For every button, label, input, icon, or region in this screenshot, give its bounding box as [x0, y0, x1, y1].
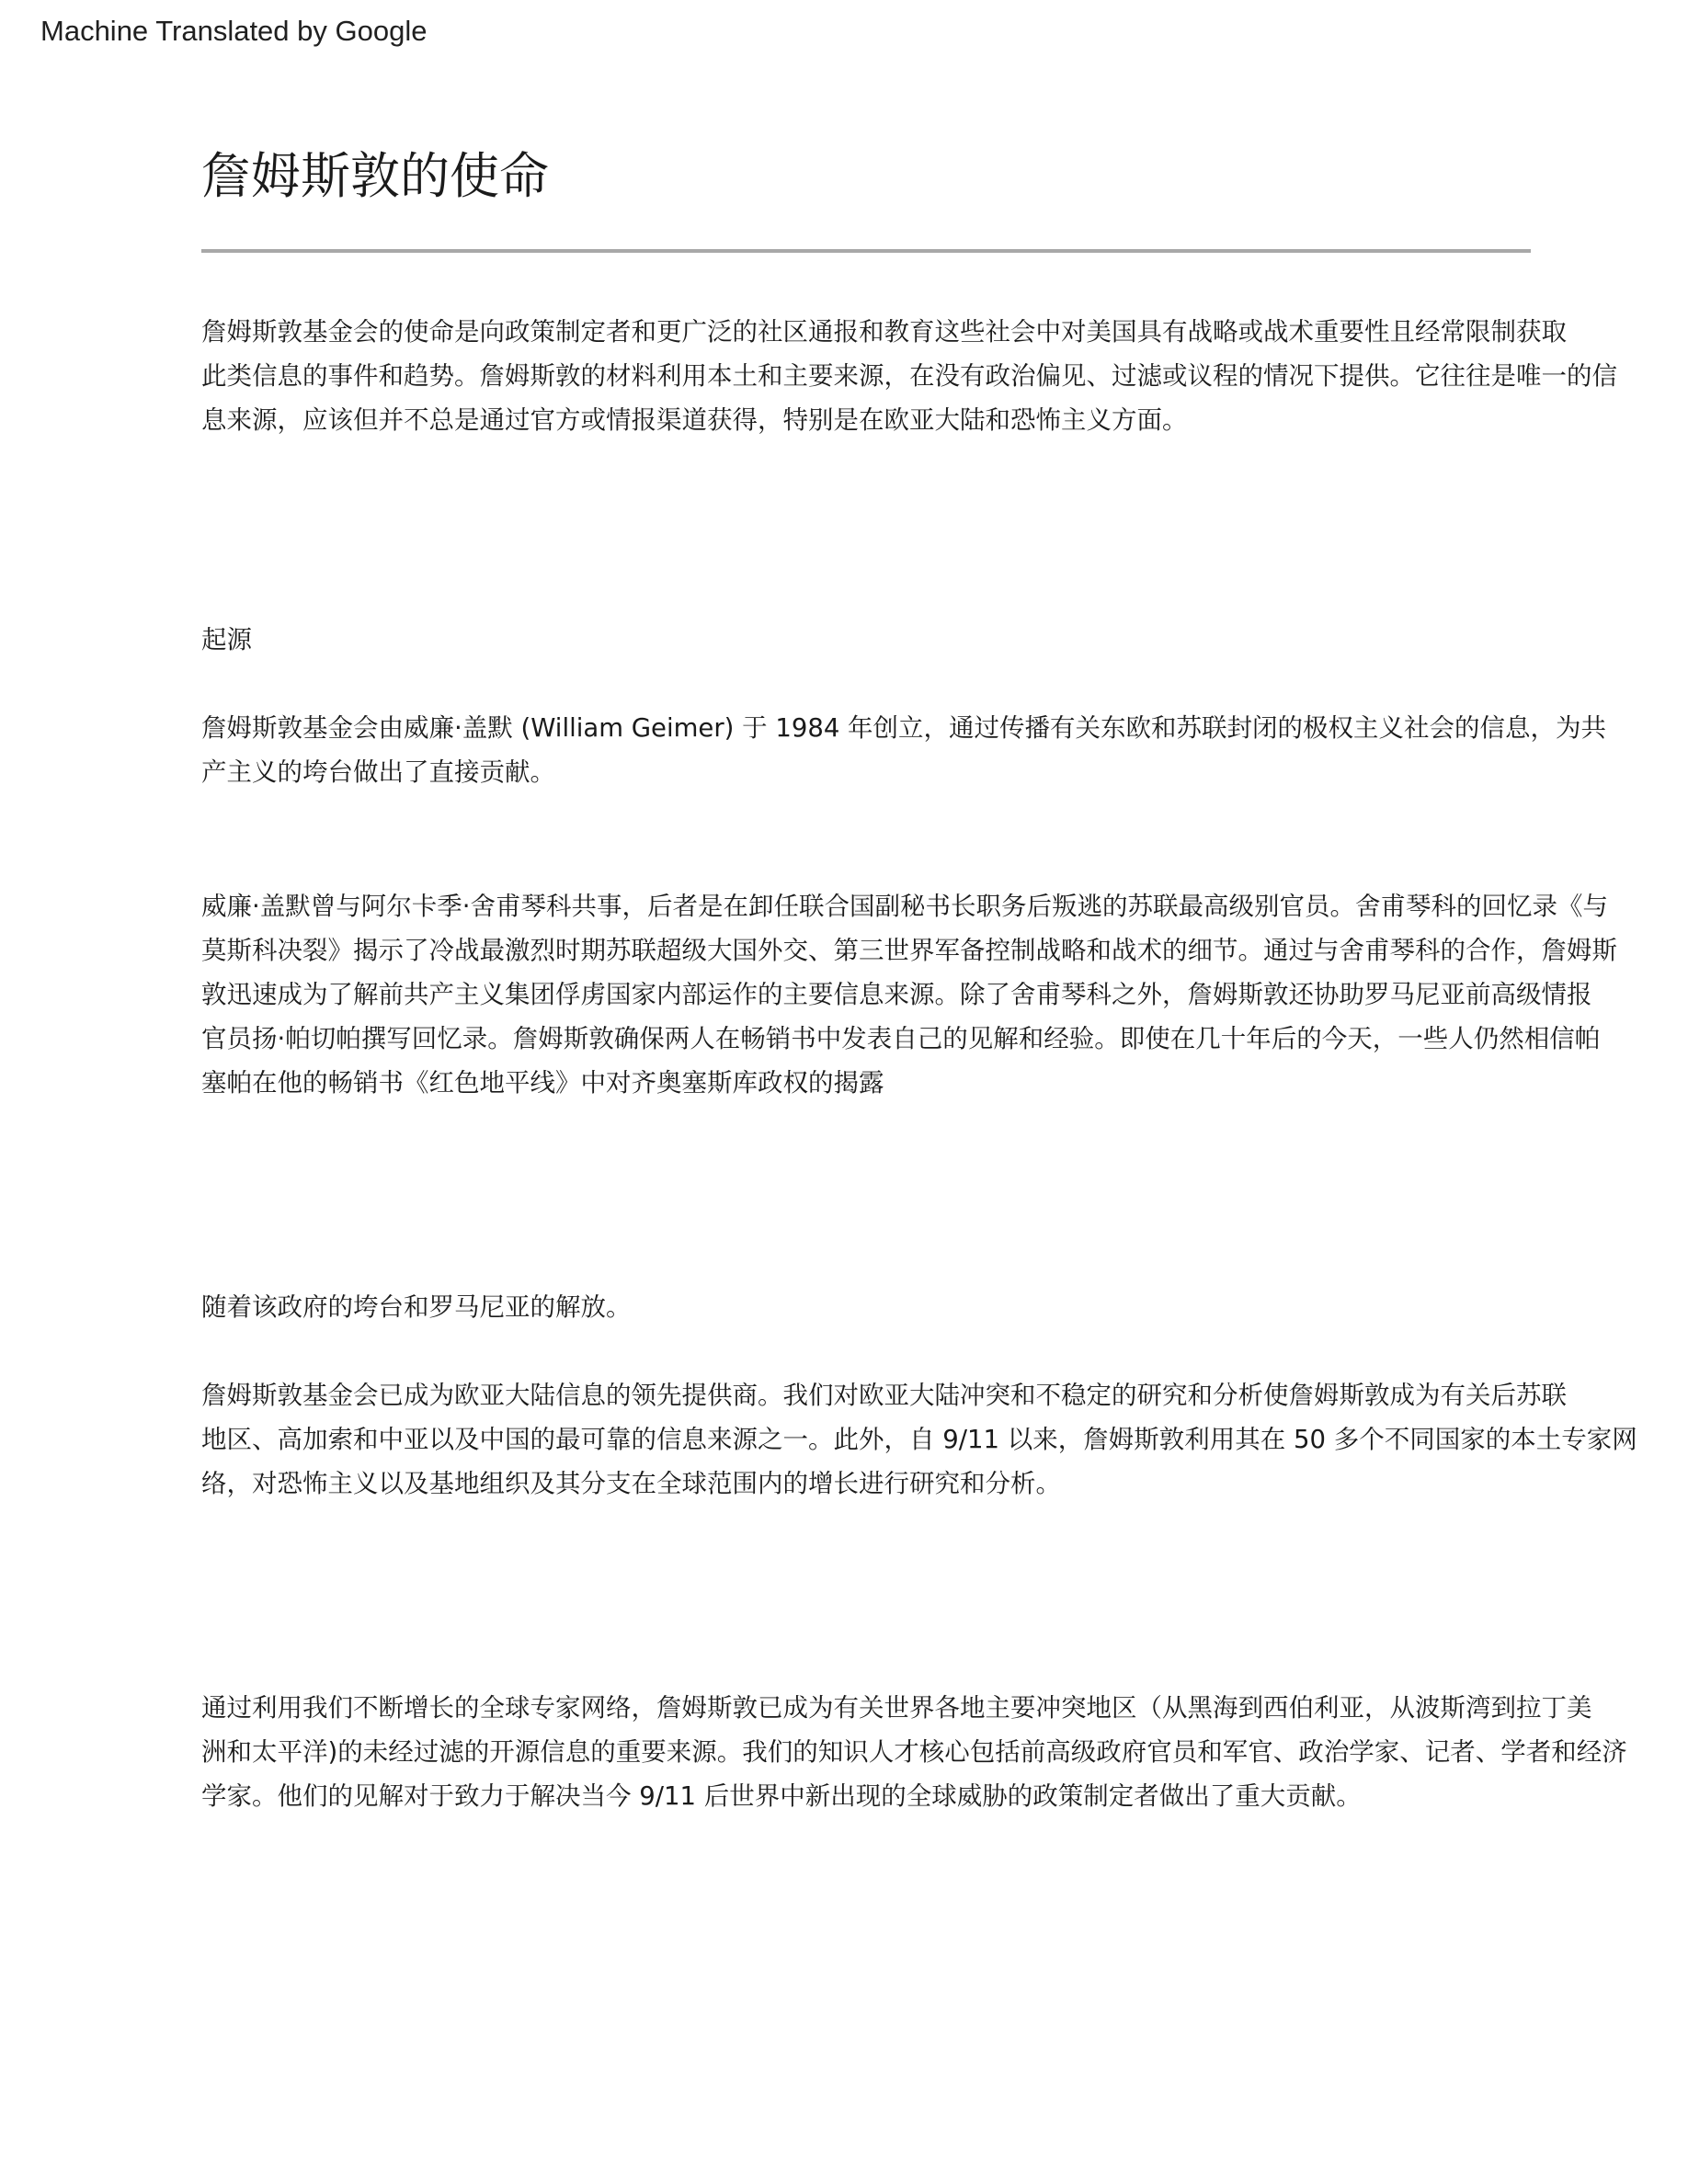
paragraph-line: 官员扬·帕切帕撰写回忆录。詹姆斯敦确保两人在畅销书中发表自己的见解和经验。即使在几十年后的今天，一些人仍然相信帕 [201, 1024, 1601, 1053]
paragraph-line: 塞帕在他的畅销书《红色地平线》中对齐奥塞斯库政权的揭露 [201, 1068, 884, 1098]
network-paragraph [201, 1686, 1627, 1818]
paragraph-line: 詹姆斯敦基金会由威廉·盖默 (William Geimer) 于 1984 年创立，通过传播有关东欧和苏联封闭的极权主义社会的信息，为共 [201, 713, 1607, 743]
paragraph-line: 詹姆斯敦基金会已成为欧亚大陆信息的领先提供商。我们对欧亚大陆冲突和不稳定的研究和分析使詹姆斯敦成为有关后苏联 [201, 1381, 1567, 1410]
paragraph-line: 洲和太平洋)的未经过滤的开源信息的重要来源。我们的知识人才核心包括前高级政府官员和军官、政治学家、记者、学者和经济 [201, 1737, 1627, 1767]
paragraph-line: 随着该政府的垮台和罗马尼亚的解放。 [201, 1292, 632, 1322]
paragraph-line: 地区、高加索和中亚以及中国的最可靠的信息来源之一。此外，自 9/11 以来，詹姆斯敦利用其在 50 多个不同国家的本土专家网 [201, 1425, 1637, 1454]
paragraph-line: 莫斯科决裂》揭示了冷战最激烈时期苏联超级大国外交、第三世界军备控制战略和战术的细节。通过与舍甫琴科的合作，詹姆斯 [201, 936, 1617, 965]
paragraph-line: 产主义的垮台做出了直接贡献。 [201, 757, 555, 787]
origin-heading: 起源 [201, 625, 252, 654]
paragraph-line: 息来源，应该但并不总是通过官方或情报渠道获得，特别是在欧亚大陆和恐怖主义方面。 [201, 405, 1188, 435]
mission-paragraph [201, 310, 1617, 442]
paragraph-line: 此类信息的事件和趋势。詹姆斯敦的材料利用本土和主要来源，在没有政治偏见、过滤或议程的情况下提供。它往往是唯一的信 [201, 361, 1617, 391]
eurasia-paragraph [201, 1373, 1637, 1506]
title-divider [201, 249, 1531, 253]
romania-paragraph [201, 1285, 1544, 1329]
machine-translation-banner: Machine Translated by Google [40, 15, 428, 47]
origin-paragraph [201, 706, 1607, 794]
paragraph-line: 敦迅速成为了解前共产主义集团俘虏国家内部运作的主要信息来源。除了舍甫琴科之外，詹姆斯敦还协助罗马尼亚前高级情报 [201, 980, 1592, 1009]
page-title: 詹姆斯敦的使命 [201, 147, 549, 205]
paragraph-line: 络，对恐怖主义以及基地组织及其分支在全球范围内的增长进行研究和分析。 [201, 1469, 1061, 1498]
paragraph-line: 通过利用我们不断增长的全球专家网络，詹姆斯敦已成为有关世界各地主要冲突地区（从黑海到西伯利亚，从波斯湾到拉丁美 [201, 1693, 1592, 1723]
paragraph-line: 詹姆斯敦基金会的使命是向政策制定者和更广泛的社区通报和教育这些社会中对美国具有战略或战术重要性且经常限制获取 [201, 317, 1567, 347]
shevchenko-paragraph [201, 884, 1617, 1105]
paragraph-line: 威廉·盖默曾与阿尔卡季·舍甫琴科共事，后者是在卸任联合国副秘书长职务后叛逃的苏联最高级别官员。舍甫琴科的回忆录《与 [201, 892, 1608, 921]
paragraph-line: 学家。他们的见解对于致力于解决当今 9/11 后世界中新出现的全球威胁的政策制定者做出了重大贡献。 [201, 1781, 1362, 1811]
